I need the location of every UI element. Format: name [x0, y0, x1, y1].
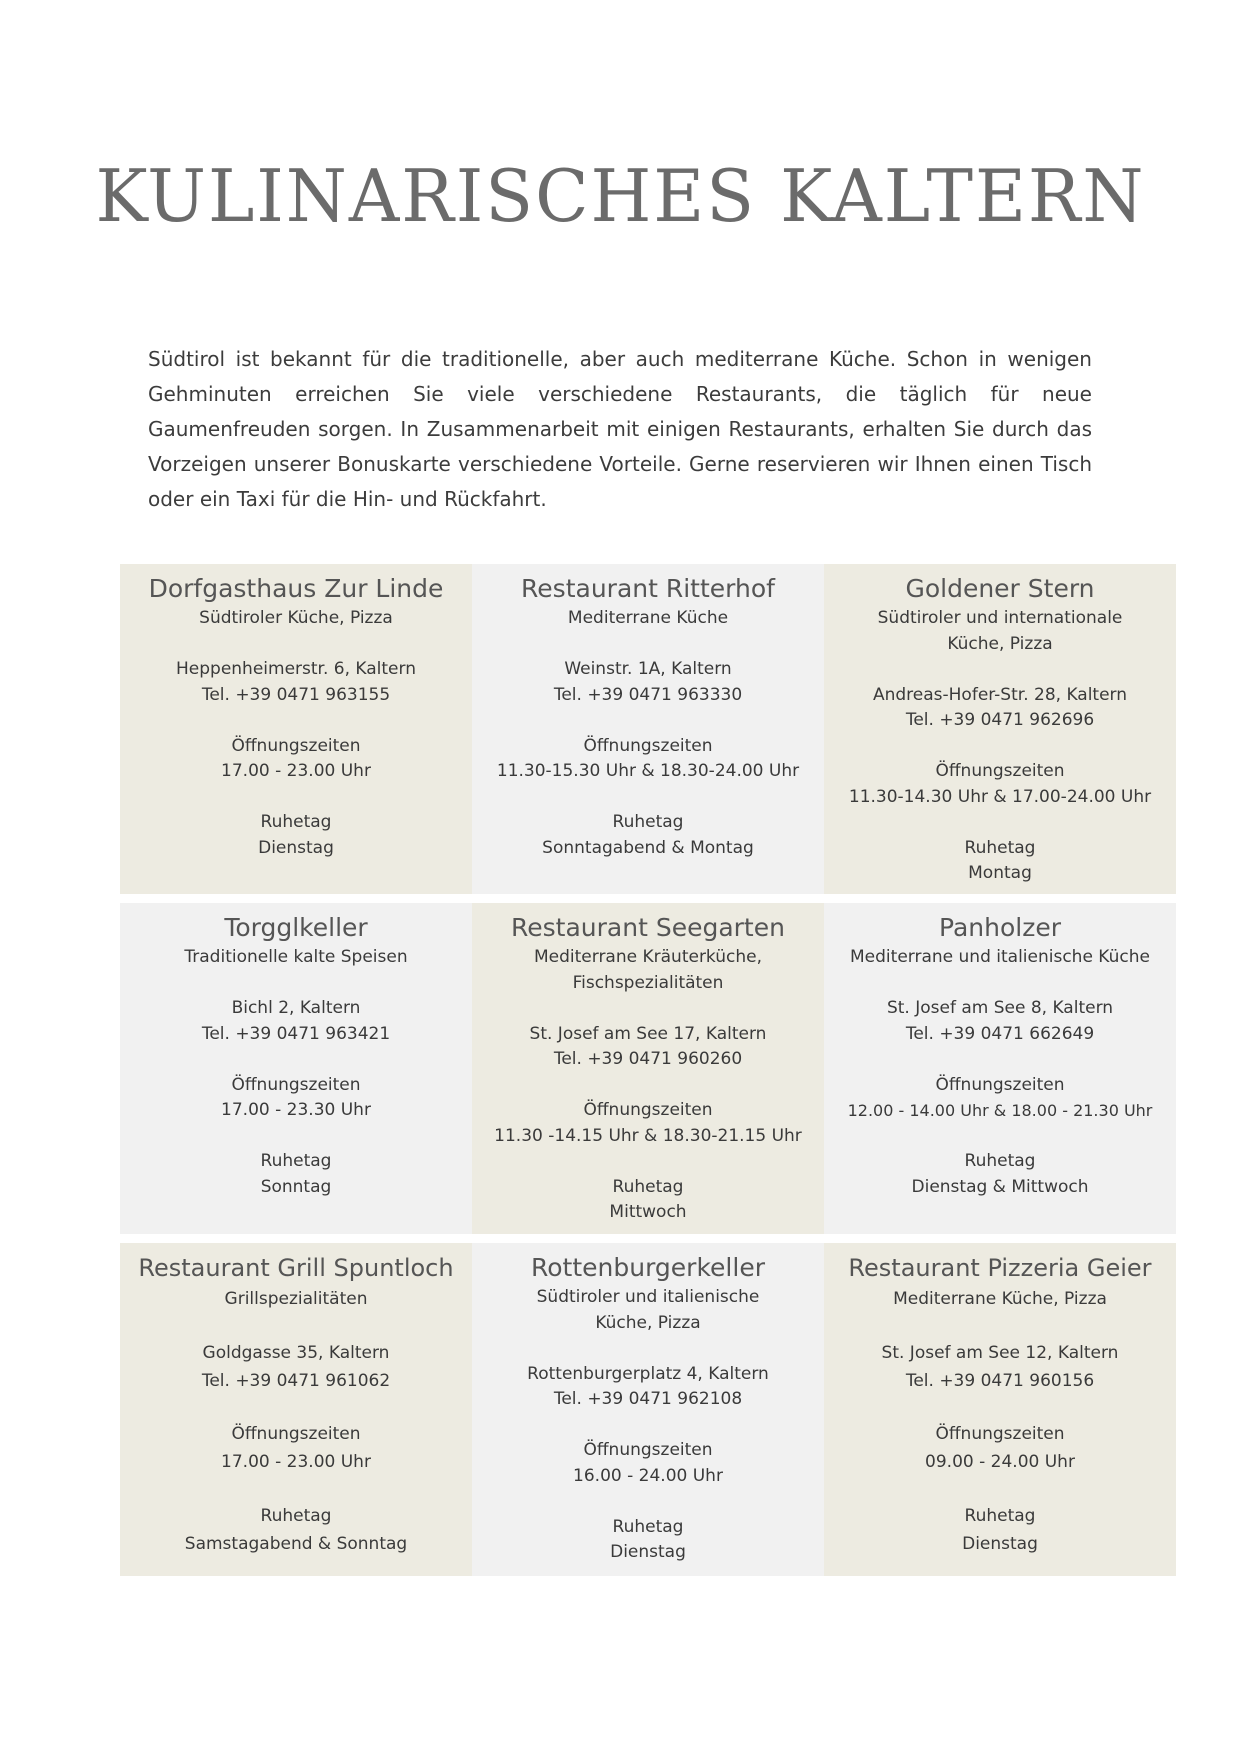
restaurant-row — [120, 903, 1177, 1234]
restaurant-rest-day: Dienstag — [258, 837, 334, 858]
hours-label: Öffnungszeiten — [935, 761, 1065, 781]
restaurant-name: Restaurant Pizzeria Geier — [848, 1254, 1152, 1282]
restaurant-rest-day: Samstagabend & Sonntag — [184, 1533, 408, 1554]
restaurant-phone: Tel. +39 0471 963330 — [553, 684, 743, 705]
restaurant-cuisine: Südtiroler und internationale Küche, Pizza — [877, 608, 1123, 654]
rest-day-label: Ruhetag — [612, 1516, 684, 1537]
restaurant-card — [120, 903, 472, 1234]
restaurant-rest-day: Montag — [968, 863, 1032, 883]
intro-paragraph: Südtirol ist bekannt für die traditionelle, aber auch mediterrane Küche. Schon in wenigen Gehminuten erreichen Sie viele verschiedene Restaurants, die täglich für neue Gaumenfreuden sorgen. In Zusammenarbeit mit einigen Restaurants, erhalten Sie durch das Vorzeigen unserer Bonuskarte verschiedene Vorteile. Gerne reservieren wir Ihnen einen Tisch oder ein Taxi für die Hin- und Rückfahrt. — [148, 347, 1092, 511]
restaurant-phone: Tel. +39 0471 960260 — [553, 1049, 743, 1069]
restaurant-phone: Tel. +39 0471 962696 — [905, 710, 1095, 730]
restaurant-card — [472, 903, 824, 1234]
restaurant-phone: Tel. +39 0471 662649 — [905, 1023, 1095, 1044]
restaurant-name: Restaurant Grill Spuntloch — [138, 1254, 454, 1282]
rest-day-label: Ruhetag — [612, 1176, 684, 1197]
restaurant-address: Bichl 2, Kaltern — [231, 998, 361, 1018]
hours-label: Öffnungszeiten — [583, 1100, 713, 1120]
restaurant-address: St. Josef am See 8, Kaltern — [886, 998, 1114, 1018]
restaurant-hours: 11.30-15.30 Uhr & 18.30-24.00 Uhr — [496, 761, 800, 781]
restaurant-card — [824, 903, 1176, 1234]
restaurant-rest-day: Sonntagabend & Montag — [542, 837, 754, 858]
restaurant-card — [120, 564, 472, 894]
restaurant-name: Panholzer — [939, 913, 1061, 942]
restaurant-rest-day: Mittwoch — [609, 1202, 687, 1222]
restaurant-cuisine: Südtiroler Küche, Pizza — [199, 608, 393, 628]
restaurant-address: Weinstr. 1A, Kaltern — [564, 659, 732, 679]
restaurant-hours: 09.00 - 24.00 Uhr — [925, 1452, 1075, 1472]
restaurant-hours: 11.30 -14.15 Uhr & 18.30-21.15 Uhr — [494, 1125, 802, 1146]
rest-day-label: Ruhetag — [260, 1505, 332, 1526]
hours-label: Öffnungszeiten — [583, 1440, 713, 1460]
restaurant-grid — [120, 564, 1177, 1585]
restaurant-name: Goldener Stern — [905, 574, 1095, 603]
restaurant-row — [120, 564, 1177, 894]
restaurant-address: St. Josef am See 17, Kaltern — [529, 1023, 767, 1044]
restaurant-cuisine: Grillspezialitäten — [224, 1289, 368, 1309]
restaurant-rest-day: Sonntag — [260, 1176, 332, 1197]
restaurant-rest-day: Dienstag — [610, 1542, 686, 1562]
restaurant-cuisine: Traditionelle kalte Speisen — [184, 947, 408, 967]
restaurant-phone: Tel. +39 0471 961062 — [201, 1370, 391, 1391]
restaurant-hours: 12.00 - 14.00 Uhr & 18.00 - 21.30 Uhr — [847, 1101, 1153, 1120]
restaurant-row — [120, 1243, 1177, 1576]
rest-day-label: Ruhetag — [260, 812, 332, 832]
restaurant-phone: Tel. +39 0471 962108 — [553, 1389, 743, 1409]
restaurant-cuisine: Mediterrane Küche — [567, 608, 729, 628]
hours-label: Öffnungszeiten — [935, 1074, 1065, 1095]
rest-day-label: Ruhetag — [260, 1151, 332, 1171]
hours-label: Öffnungszeiten — [231, 735, 361, 756]
hours-label: Öffnungszeiten — [583, 735, 713, 756]
restaurant-cuisine: Südtiroler und italienische Küche, Pizza — [536, 1287, 760, 1333]
restaurant-cuisine: Mediterrane Küche, Pizza — [893, 1289, 1107, 1309]
restaurant-rest-day: Dienstag — [962, 1533, 1038, 1554]
hours-label: Öffnungszeiten — [231, 1074, 361, 1095]
hours-label: Öffnungszeiten — [231, 1424, 361, 1444]
restaurant-address: Goldgasse 35, Kaltern — [202, 1342, 390, 1363]
restaurant-address: Heppenheimerstr. 6, Kaltern — [176, 659, 416, 679]
restaurant-address: Rottenburgerplatz 4, Kaltern — [527, 1363, 769, 1384]
restaurant-hours: 11.30-14.30 Uhr & 17.00-24.00 Uhr — [848, 786, 1152, 807]
restaurant-card — [472, 564, 824, 894]
restaurant-card — [120, 1243, 472, 1576]
page-title: KULINARISCHES KALTERN — [95, 154, 1146, 238]
restaurant-name: Rottenburgerkeller — [531, 1253, 765, 1282]
restaurant-hours: 17.00 - 23.00 Uhr — [221, 1452, 371, 1472]
restaurant-hours: 17.00 - 23.30 Uhr — [221, 1100, 371, 1120]
restaurant-name: Dorfgasthaus Zur Linde — [148, 574, 444, 603]
rest-day-label: Ruhetag — [964, 1151, 1036, 1171]
restaurant-name: Restaurant Seegarten — [511, 913, 785, 942]
restaurant-card — [824, 1243, 1176, 1576]
rest-day-label: Ruhetag — [964, 837, 1036, 858]
restaurant-card — [824, 564, 1176, 894]
restaurant-address: St. Josef am See 12, Kaltern — [881, 1342, 1119, 1363]
restaurant-phone: Tel. +39 0471 963155 — [201, 684, 391, 705]
restaurant-phone: Tel. +39 0471 963421 — [201, 1023, 391, 1044]
restaurant-address: Andreas-Hofer-Str. 28, Kaltern — [872, 684, 1128, 705]
restaurant-cuisine: Mediterrane und italienische Küche — [850, 947, 1150, 967]
restaurant-hours: 17.00 - 23.00 Uhr — [221, 761, 371, 781]
rest-day-label: Ruhetag — [612, 812, 684, 832]
restaurant-hours: 16.00 - 24.00 Uhr — [573, 1465, 723, 1486]
restaurant-card — [472, 1243, 824, 1576]
hours-label: Öffnungszeiten — [935, 1424, 1065, 1444]
restaurant-rest-day: Dienstag & Mittwoch — [911, 1176, 1089, 1197]
restaurant-cuisine: Mediterrane Kräuterküche, Fischspezialitäten — [533, 947, 763, 993]
restaurant-name: Torgglkeller — [224, 913, 368, 942]
restaurant-phone: Tel. +39 0471 960156 — [905, 1370, 1095, 1391]
restaurant-name: Restaurant Ritterhof — [521, 574, 775, 603]
rest-day-label: Ruhetag — [964, 1505, 1036, 1526]
